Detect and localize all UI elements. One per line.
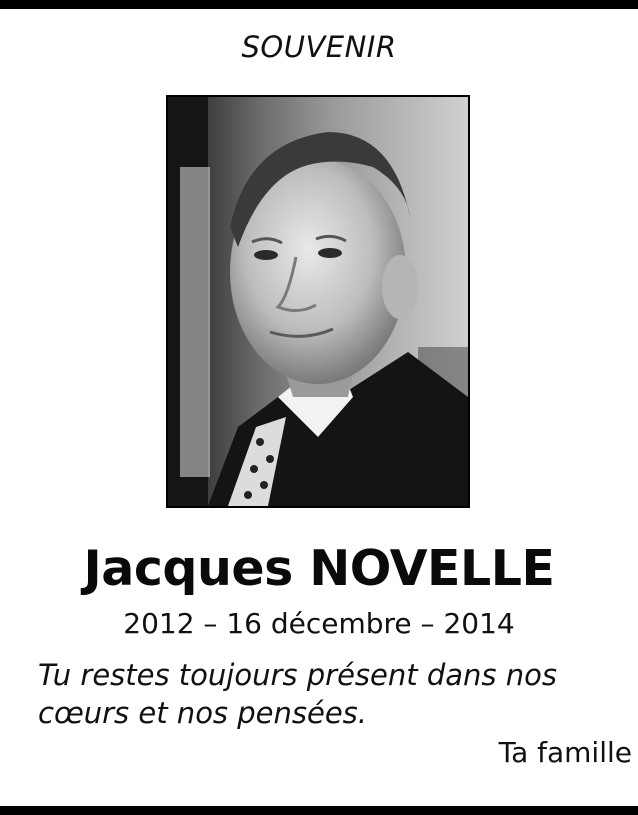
portrait-photo-icon [168, 97, 468, 506]
memorial-dates: 2012 – 16 décembre – 2014 [123, 607, 515, 640]
message-line-2: cœurs et nos pensées. [38, 696, 368, 730]
signature: Ta famille [498, 736, 632, 769]
top-border [0, 0, 638, 9]
portrait-photo [166, 95, 470, 508]
bottom-border [0, 806, 638, 815]
memorial-message [38, 656, 618, 732]
message-line-1: Tu restes toujours présent dans nos [38, 658, 557, 692]
deceased-name: Jacques NOVELLE [83, 540, 555, 597]
heading-souvenir: SOUVENIR [241, 30, 397, 64]
